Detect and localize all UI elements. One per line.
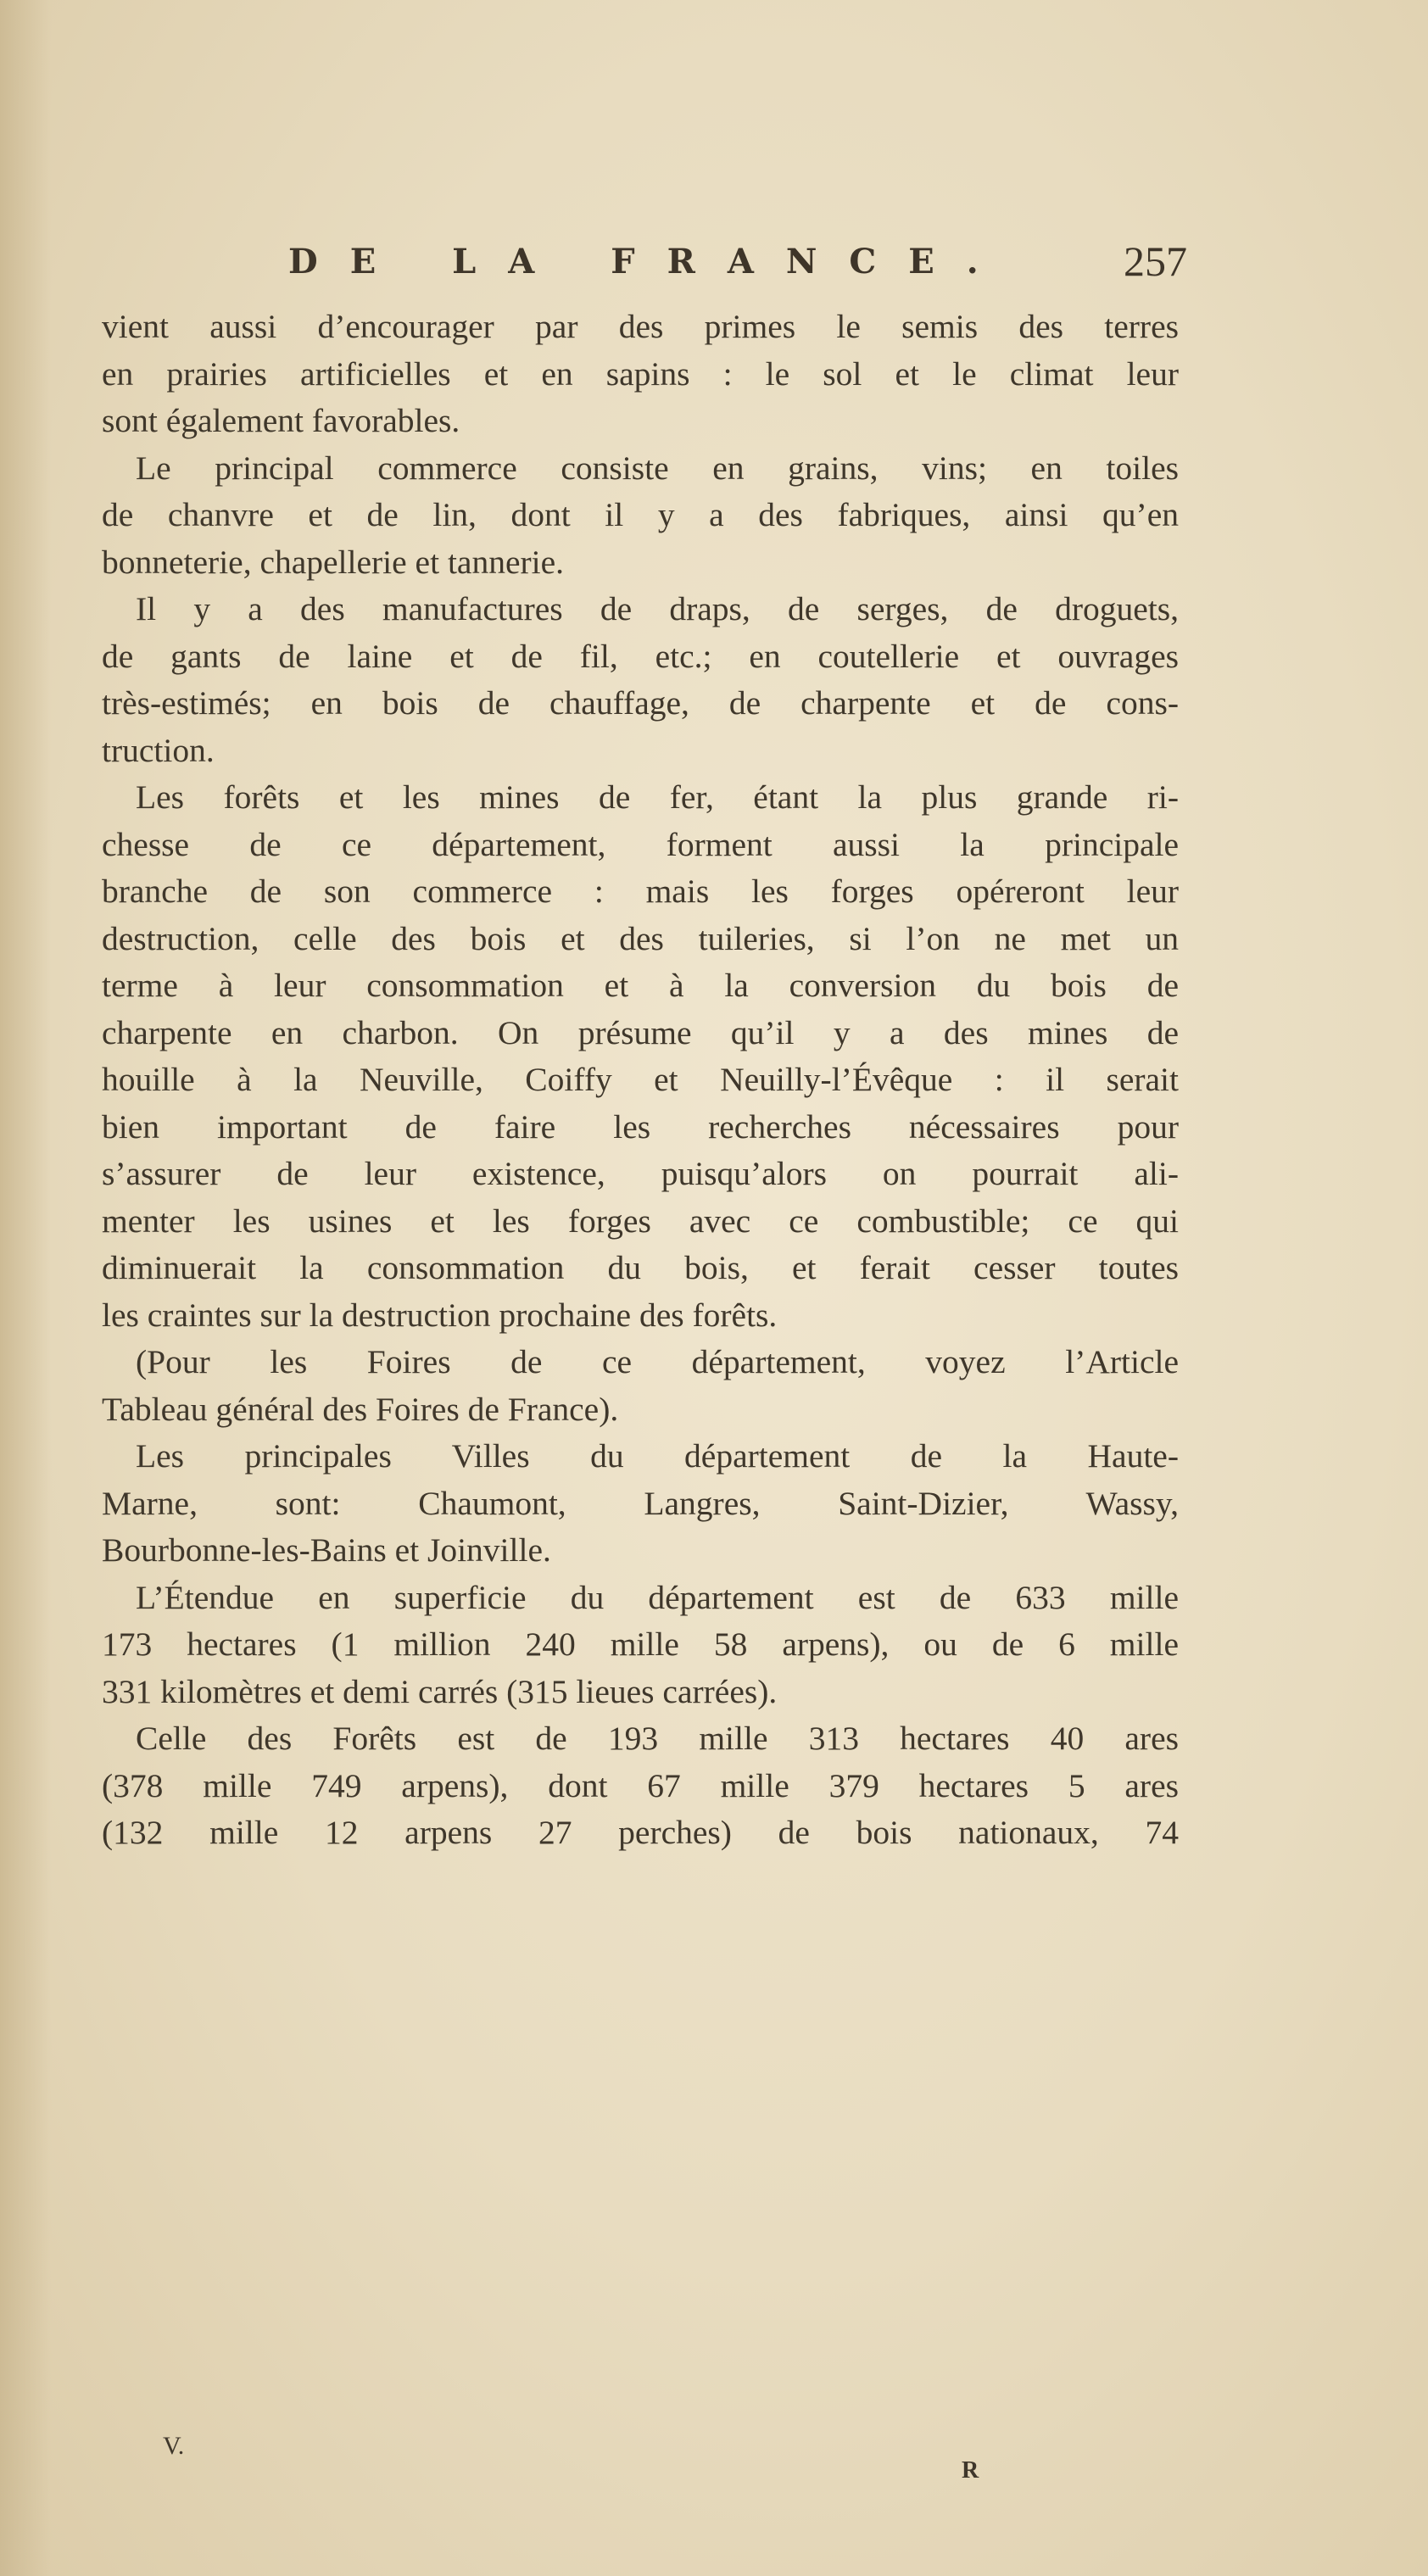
paragraph (102, 304, 1179, 445)
text-line: Les principales Villes du département de la Haute- (136, 1437, 1179, 1475)
text-line: chesse de ce département, forment aussi la principale (102, 825, 1179, 863)
page-footer (0, 2432, 1428, 2483)
paragraph (102, 774, 1179, 1339)
text-line: terme à leur consommation et à la conversion du bois de (102, 967, 1179, 1004)
body-text (102, 304, 1179, 1857)
paragraph (102, 586, 1179, 774)
page-fold-shadow (0, 0, 51, 2576)
text-line: très-estimés; en bois de chauffage, de charpente et de cons- (102, 684, 1179, 722)
page-number: 257 (1124, 237, 1187, 285)
text-line: L’Étendue en superficie du département est de 633 mille (136, 1578, 1179, 1616)
text-line: (Pour les Foires de ce département, voyez l’Article (136, 1343, 1179, 1380)
text-line: (132 mille 12 arpens 27 perches) de bois nationaux, 74 (102, 1814, 1179, 1851)
signature-mark: R (962, 2457, 979, 2484)
text-line: les craintes sur la destruction prochaine des forêts. (102, 1296, 778, 1334)
text-line: vient aussi d’encourager par des primes le semis des terres (102, 308, 1179, 345)
text-line: charpente en charbon. On présume qu’il y a des mines de (102, 1013, 1179, 1051)
text-line: Tableau général des Foires de France). (102, 1390, 619, 1428)
text-line: Il y a des manufactures de draps, de serges, de droguets, (136, 590, 1179, 627)
text-line: 173 hectares (1 million 240 mille 58 arpens), ou de 6 mille (102, 1625, 1179, 1663)
text-line: Marne, sont: Chaumont, Langres, Saint-Dizier, Wassy, (102, 1484, 1179, 1522)
paragraph (102, 1339, 1179, 1433)
text-line: en prairies artificielles et en sapins : le sol et le climat leur (102, 354, 1179, 393)
text-line: Celle des Forêts est de 193 mille 313 hectares 40 ares (136, 1720, 1179, 1757)
running-title: DE LA FRANCE. (288, 242, 1011, 282)
text-line: de chanvre et de lin, dont il y a des fabriques, ainsi qu’en (102, 496, 1179, 533)
text-line: diminuerait la consommation du bois, et ferait cesser toutes (102, 1249, 1179, 1286)
text-line: destruction, celle des bois et des tuileries, si l’on ne met un (102, 919, 1179, 957)
text-line: bien important de faire les recherches nécessaires pour (102, 1107, 1179, 1146)
text-line: Les forêts et les mines de fer, étant la plus grande ri- (136, 778, 1179, 816)
text-line: houille à la Neuville, Coiffy et Neuilly-l’Évêque : il serait (102, 1061, 1179, 1098)
paragraph (102, 1433, 1179, 1575)
text-line: truction. (102, 731, 215, 769)
text-line: (378 mille 749 arpens), dont 67 mille 379 hectares 5 ares (102, 1766, 1179, 1804)
text-line: Bourbonne-les-Bains et Joinville. (102, 1531, 551, 1569)
text-line: Le principal commerce consiste en grains, vins; en toiles (136, 449, 1179, 487)
text-line: menter les usines et les forges avec ce combustible; ce qui (102, 1202, 1179, 1240)
text-line: sont également favorables. (102, 402, 460, 439)
text-line: s’assurer de leur existence, puisqu’alors on pourrait ali- (102, 1155, 1179, 1192)
volume-mark: V. (163, 2432, 185, 2460)
page-header (288, 237, 1187, 301)
text-line: de gants de laine et de fil, etc.; en coutellerie et ouvrages (102, 637, 1179, 675)
text-line: bonneterie, chapellerie et tannerie. (102, 543, 565, 581)
paragraph (102, 1715, 1179, 1857)
paragraph (102, 445, 1179, 587)
paragraph (102, 1575, 1179, 1716)
text-line: branche de son commerce : mais les forges opéreront leur (102, 873, 1179, 910)
text-line: 331 kilomètres et demi carrés (315 lieues carrées). (102, 1672, 778, 1710)
